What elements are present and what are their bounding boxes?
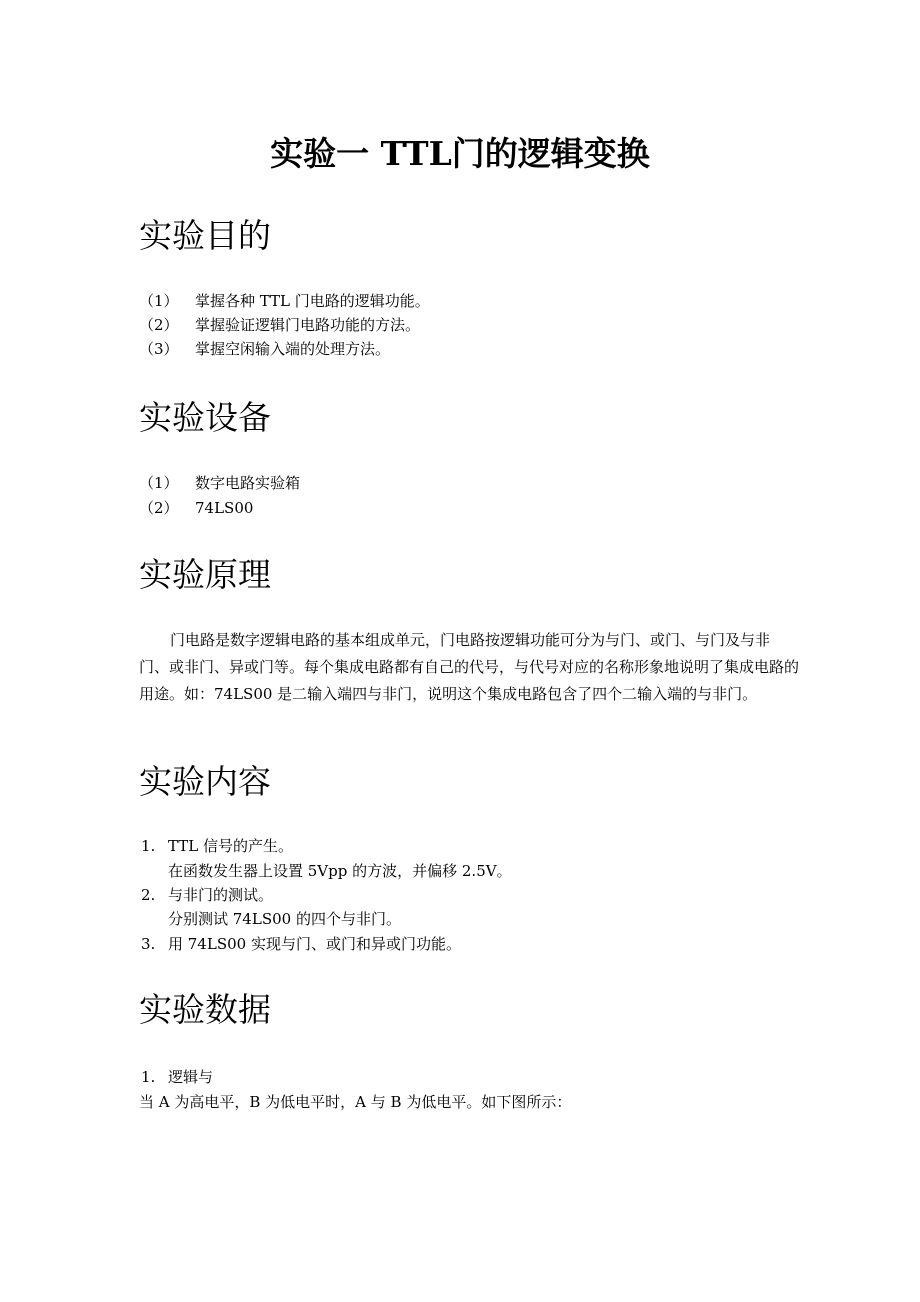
section-heading-objective: 实验目的: [139, 216, 271, 255]
list-item-number: （3）: [139, 340, 179, 358]
list-item-number: 1.: [141, 837, 156, 855]
list-item-subtext: 分别测试 74LS00 的四个与非门。: [168, 910, 401, 928]
list-item-number: 1.: [141, 1068, 156, 1086]
list-item-number: 3.: [141, 935, 156, 953]
list-item-number: 2.: [141, 886, 156, 904]
list-item-text: TTL 信号的产生。: [168, 837, 294, 855]
list-item-text: 74LS00: [195, 499, 254, 517]
list-item-number: （1）: [139, 292, 179, 310]
list-item-text: 掌握各种 TTL 门电路的逻辑功能。: [195, 292, 430, 310]
section-heading-content: 实验内容: [139, 762, 271, 801]
section-heading-data: 实验数据: [139, 990, 271, 1029]
list-item-text: 用 74LS00 实现与门、或门和异或门功能。: [168, 935, 461, 953]
document-title: 实验一 TTL门的逻辑变换: [270, 134, 650, 173]
list-item-text: 掌握验证逻辑门电路功能的方法。: [195, 316, 421, 334]
list-item-subtext: 在函数发生器上设置 5Vpp 的方波，并偏移 2.5V。: [168, 862, 512, 880]
section-heading-equipment: 实验设备: [139, 398, 271, 437]
list-item-text: 逻辑与: [168, 1068, 214, 1086]
list-item-text: 与非门的测试。: [168, 886, 274, 904]
list-item-number: （1）: [139, 474, 179, 492]
principle-paragraph: 门电路是数字逻辑电路的基本组成单元，门电路按逻辑功能可分为与门、或门、与门及与非门、或非门、异或门等。每个集成电路都有自己的代号，与代号对应的名称形象地说明了集成电路的用途。如：74LS00 是二输入端四与非门，说明这个集成电路包含了四个二输入端的与非门。: [139, 631, 800, 703]
data-description: 当 A 为高电平，B 为低电平时，A 与 B 为低电平。如下图所示：: [139, 1093, 572, 1111]
list-item-text: 掌握空闲输入端的处理方法。: [195, 340, 391, 358]
list-item-number: （2）: [139, 316, 179, 334]
list-item-text: 数字电路实验箱: [195, 474, 301, 492]
list-item-number: （2）: [139, 499, 179, 517]
section-heading-principle: 实验原理: [139, 555, 271, 594]
